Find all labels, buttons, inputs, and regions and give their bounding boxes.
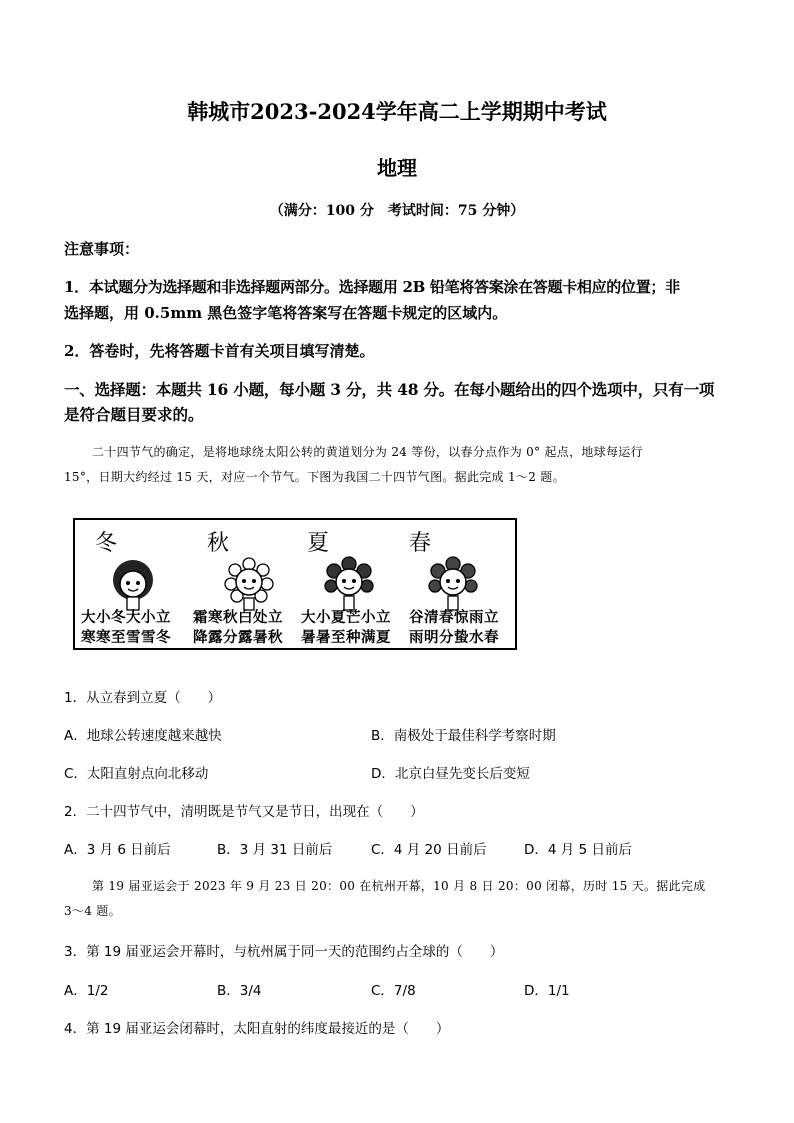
cartoon-autumn-icon	[221, 556, 277, 612]
spring-terms	[409, 608, 499, 648]
summer-terms	[301, 608, 391, 648]
notice-item-2: 2．答卷时，先将答题卡首有关项目填写清楚。	[64, 342, 375, 360]
season-summer-label: 夏	[307, 531, 330, 556]
passage-1-line-2: 15°，日期大约经过 15 天，对应一个节气。下图为我国二十四节气图。据此完成 1～2 题。	[64, 470, 565, 484]
q3-option-a: A．1/2	[64, 983, 109, 999]
q2-option-c: C．4 月 20 日前后	[371, 842, 487, 858]
q4-stem: 4．第 19 届亚运会闭幕时，太阳直射的纬度最接近的是（ ）	[64, 1021, 450, 1037]
q1-stem: 1．从立春到立夏（ ）	[64, 690, 222, 706]
summer-terms-line-1: 大小夏芒小立	[301, 610, 391, 626]
notice-item-1-line-2: 选择题，用 0.5mm 黑色签字笔将答案写在答题卡规定的区域内。	[64, 304, 508, 322]
subject-title: 地理	[377, 156, 417, 180]
autumn-terms-line-1: 霜寒秋白处立	[193, 610, 283, 626]
spring-terms-line-2: 雨明分蛰水春	[409, 630, 499, 646]
passage-2-line-1: 第 19 届亚运会于 2023 年 9 月 23 日 20：00 在杭州开幕，10 月 8 日 20：00 闭幕，历时 15 天。据此完成	[92, 879, 706, 893]
spring-terms-line-1: 谷清春惊雨立	[409, 610, 499, 626]
cartoon-summer-icon	[321, 556, 377, 612]
solar-terms-figure	[73, 518, 517, 650]
q1-option-a: A．地球公转速度越来越快	[64, 728, 222, 744]
q1-option-d: D．北京白昼先变长后变短	[371, 766, 530, 782]
q1-option-c: C．太阳直射点向北移动	[64, 766, 209, 782]
section-1-heading-line-1: 一、选择题：本题共 16 小题，每小题 3 分，共 48 分。在每小题给出的四个选项中，只有一项	[64, 380, 715, 399]
q3-stem: 3．第 19 届亚运会开幕时，与杭州属于同一天的范围约占全球的（ ）	[64, 944, 504, 960]
passage-1-line-1: 二十四节气的确定，是将地球绕太阳公转的黄道划分为 24 等份，以春分点作为 0° 起点，地球每运行	[92, 445, 643, 459]
notice-heading: 注意事项：	[64, 240, 140, 258]
season-autumn-label: 秋	[207, 531, 230, 556]
q2-option-d: D．4 月 5 日前后	[524, 842, 632, 858]
winter-terms	[81, 608, 171, 648]
q1-option-b: B．南极处于最佳科学考察时期	[371, 728, 556, 744]
exam-meta: （满分：100 分 考试时间：75 分钟）	[269, 203, 525, 219]
q3-option-d: D．1/1	[524, 983, 570, 999]
winter-terms-line-1: 大小冬大小立	[81, 610, 171, 626]
season-winter-label: 冬	[95, 531, 118, 556]
section-1-heading-line-2: 是符合题目要求的。	[64, 405, 204, 424]
autumn-terms	[193, 608, 283, 648]
season-spring-label: 春	[409, 531, 432, 556]
q2-option-a: A．3 月 6 日前后	[64, 842, 171, 858]
exam-title: 韩城市2023-2024学年高二上学期期中考试	[187, 99, 607, 124]
q2-stem: 2．二十四节气中，清明既是节气又是节日，出现在（ ）	[64, 804, 424, 820]
passage-2-line-2: 3～4 题。	[64, 904, 121, 918]
summer-terms-line-2: 暑暑至种满夏	[301, 630, 391, 646]
notice-item-1-line-1: 1．本试题分为选择题和非选择题两部分。选择题用 2B 铅笔将答案涂在答题卡相应的位置；非	[64, 278, 680, 296]
q3-option-c: C．7/8	[371, 983, 416, 999]
q2-option-b: B．3 月 31 日前后	[217, 842, 333, 858]
cartoon-winter-icon	[105, 556, 161, 612]
cartoon-spring-icon	[425, 556, 481, 612]
q3-option-b: B．3/4	[217, 983, 262, 999]
autumn-terms-line-2: 降露分露暑秋	[193, 630, 283, 646]
winter-terms-line-2: 寒寒至雪雪冬	[81, 630, 171, 646]
